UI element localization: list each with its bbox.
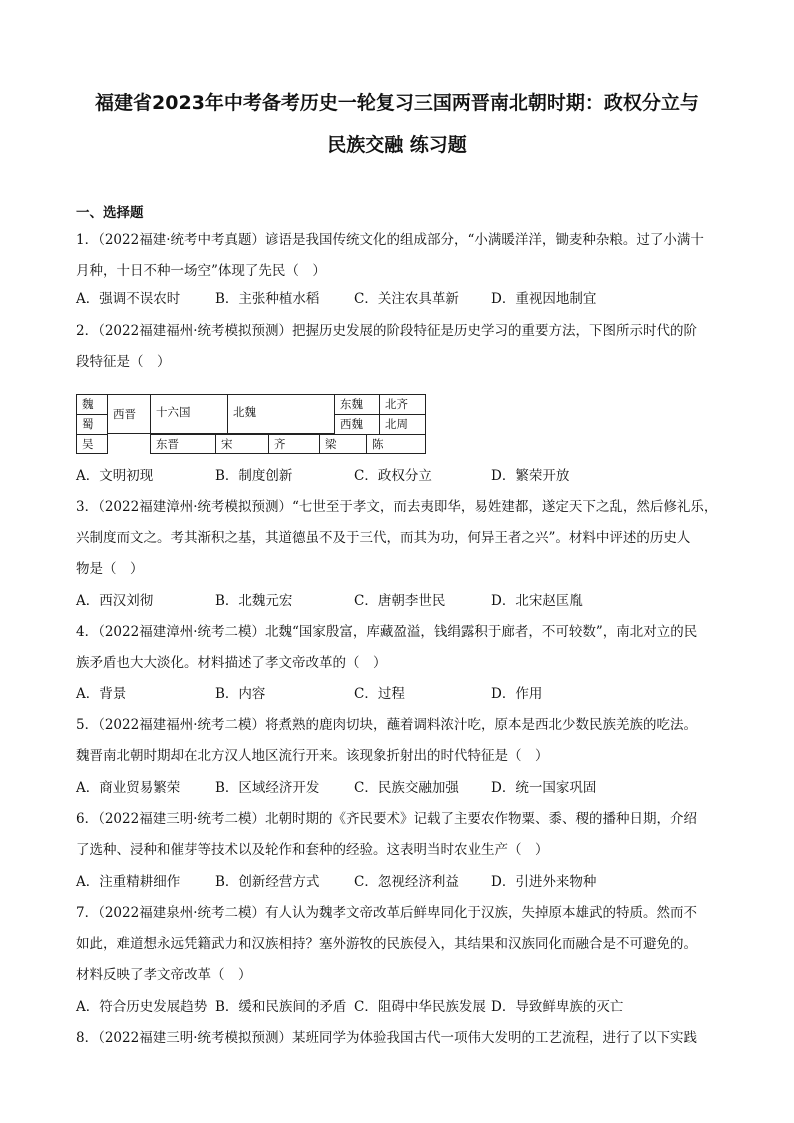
question-line: 3．（2022福建漳州·统考模拟预测）“七世至于孝文，而去夷即华，易姓建都，遂定天下之乱，然后修礼乐， xyxy=(76,499,718,515)
option-c: C．唐朝李世民 xyxy=(354,593,446,609)
timeline-cell: 陈 xyxy=(366,434,426,454)
question-7-options xyxy=(76,993,726,1021)
timeline-cell: 齐 xyxy=(268,434,320,454)
question-line: 1．（2022福建·统考中考真题）谚语是我国传统文化的组成部分，“小满暖洋洋，锄麦种杂粮。过了小满十 xyxy=(76,232,704,248)
option-a: A．文明初现 xyxy=(76,468,154,484)
question-1-options xyxy=(76,285,726,313)
timeline-cell: 梁 xyxy=(319,434,367,454)
section-heading: 一、选择题 xyxy=(76,205,144,221)
option-a: A．符合历史发展趋势 xyxy=(76,999,208,1015)
option-c: C．过程 xyxy=(354,686,405,702)
timeline-cell: 北齐 xyxy=(379,394,426,415)
timeline-cell: 蜀 xyxy=(76,414,108,435)
timeline-cell: 北周 xyxy=(379,414,426,435)
question-1 xyxy=(76,225,726,287)
timeline-cell: 北魏 xyxy=(227,394,335,434)
question-4-options xyxy=(76,680,726,708)
option-d: D．统一国家巩固 xyxy=(491,780,597,796)
option-c: C．关注农具革新 xyxy=(354,291,459,307)
question-8 xyxy=(76,1023,726,1054)
question-line: 族矛盾也大大淡化。材料描述了孝文帝改革的（ ） xyxy=(76,655,387,671)
option-a: A．商业贸易繁荣 xyxy=(76,780,181,796)
timeline-cell: 宋 xyxy=(215,434,269,454)
option-d: D．重视因地制宜 xyxy=(491,291,597,307)
question-6 xyxy=(76,804,726,866)
timeline-cell: 西魏 xyxy=(334,414,380,435)
question-7 xyxy=(76,898,726,991)
option-b: B．主张种植水稻 xyxy=(215,291,320,307)
question-line: 材料反映了孝文帝改革（ ） xyxy=(76,967,252,983)
option-c: C．民族交融加强 xyxy=(354,780,459,796)
question-line: 月种，十日不种一场空”体现了先民（ ） xyxy=(76,263,326,279)
question-2 xyxy=(76,316,726,378)
option-b: B．内容 xyxy=(215,686,266,702)
question-line: 如此，难道想永远凭籍武力和汉族相持？塞外游牧的民族侵入，其结果和汉族同化而融合是不可避免的。 xyxy=(76,936,697,952)
document-title xyxy=(60,82,734,166)
timeline-cell: 吴 xyxy=(76,434,108,454)
option-a: A．强调不误农时 xyxy=(76,291,181,307)
title-line-1: 福建省2023年中考备考历史一轮复习三国两晋南北朝时期：政权分立与 xyxy=(95,92,699,114)
question-5-options xyxy=(76,774,726,802)
option-b: B．缓和民族间的矛盾 xyxy=(215,999,347,1015)
timeline-cell: 十六国 xyxy=(150,394,228,434)
question-3-options xyxy=(76,587,726,615)
timeline-cell: 东晋 xyxy=(150,434,216,454)
option-a: A．西汉刘彻 xyxy=(76,593,154,609)
option-c: C．政权分立 xyxy=(354,468,432,484)
question-line: 魏晋南北朝时期却在北方汉人地区流行开来。该现象折射出的时代特征是（ ） xyxy=(76,748,549,764)
question-6-options xyxy=(76,868,726,896)
option-a: A．注重精耕细作 xyxy=(76,874,181,890)
option-a: A．背景 xyxy=(76,686,127,702)
question-line: 了选种、浸种和催芽等技术以及轮作和套种的经验。这表明当时农业生产（ ） xyxy=(76,842,549,858)
option-b: B．创新经营方式 xyxy=(215,874,320,890)
option-b: B．区域经济开发 xyxy=(215,780,320,796)
timeline-cell: 魏 xyxy=(76,394,108,415)
question-line: 2．（2022福建福州·统考模拟预测）把握历史发展的阶段特征是历史学习的重要方法，下图所示时代的阶 xyxy=(76,323,697,339)
option-c: C．阻碍中华民族发展 xyxy=(354,999,486,1015)
option-d: D．引进外来物种 xyxy=(491,874,597,890)
question-2-options xyxy=(76,462,726,490)
question-4 xyxy=(76,617,726,679)
question-line: 5．（2022福建福州·统考二模）将煮熟的鹿肉切块，蘸着调料浓汁吃，原本是西北少数民族羌族的吃法。 xyxy=(76,717,697,733)
timeline-cell: 西晋 xyxy=(107,394,151,434)
question-line: 段特征是（ ） xyxy=(76,354,171,370)
dynasty-timeline-table xyxy=(76,394,426,454)
question-line: 7．（2022福建泉州·统考二模）有人认为魏孝文帝改革后鲜卑同化于汉族，失掉原本雄武的特质。然而不 xyxy=(76,905,697,921)
question-line: 8．（2022福建三明·统考模拟预测）某班同学为体验我国古代一项伟大发明的工艺流程，进行了以下实践 xyxy=(76,1030,697,1046)
option-c: C．忽视经济利益 xyxy=(354,874,459,890)
question-5 xyxy=(76,710,726,772)
option-d: D．北宋赵匡胤 xyxy=(491,593,583,609)
question-line: 6．（2022福建三明·统考二模）北朝时期的《齐民要术》记载了主要农作物粟、黍、稷的播种日期，介绍 xyxy=(76,811,697,827)
timeline-cell: 东魏 xyxy=(334,394,380,415)
question-3 xyxy=(76,492,726,585)
option-d: D．导致鲜卑族的灭亡 xyxy=(491,999,624,1015)
option-b: B．制度创新 xyxy=(215,468,293,484)
question-line: 兴制度而文之。考其渐积之基，其道德虽不及于三代，而其为功，何异王者之兴”。材料中评述的历史人 xyxy=(76,530,691,546)
title-line-2: 民族交融 练习题 xyxy=(327,134,467,156)
option-b: B．北魏元宏 xyxy=(215,593,293,609)
question-line: 物是（ ） xyxy=(76,561,144,577)
option-d: D．作用 xyxy=(491,686,543,702)
option-d: D．繁荣开放 xyxy=(491,468,570,484)
question-line: 4．（2022福建漳州·统考二模）北魏“国家殷富，库藏盈溢，钱绢露积于廊者，不可较数”，南北对立的民 xyxy=(76,624,698,640)
